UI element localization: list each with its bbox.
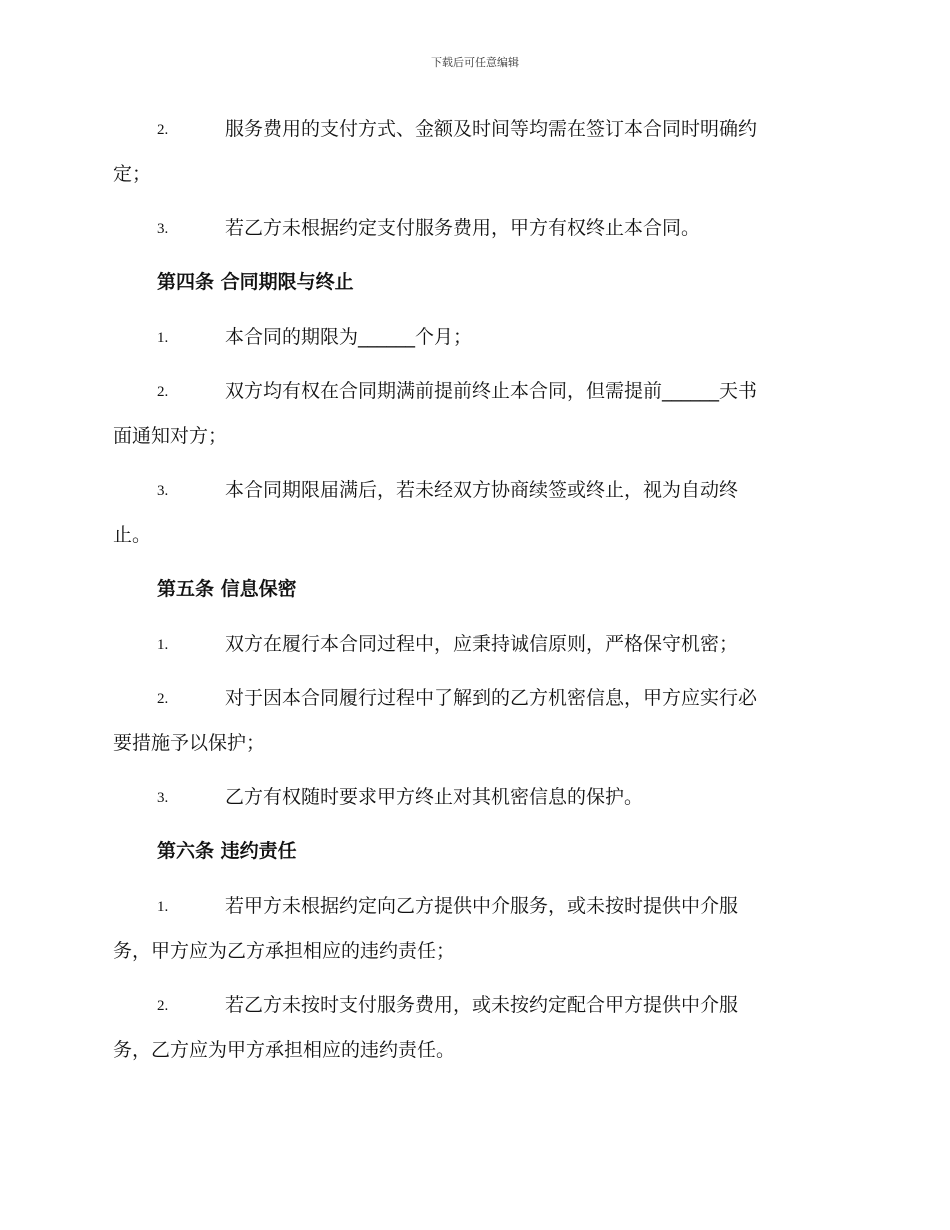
item-text-line: 面通知对方；	[113, 425, 228, 447]
section-heading-text: 第四条 合同期限与终止	[157, 271, 354, 293]
item-number: 3.	[157, 221, 169, 237]
item-number: 1.	[157, 330, 169, 346]
section-heading-text: 第五条 信息保密	[157, 578, 297, 600]
item-number: 2.	[157, 998, 169, 1014]
item-text-line: 双方均有权在合同期满前提前终止本合同，但需提前______天书	[225, 380, 758, 402]
item-text-line: 本合同的期限为______个月；	[225, 326, 473, 348]
item-text-line: 双方在履行本合同过程中，应秉持诚信原则，严格保守机密；	[225, 633, 739, 655]
item-number: 2.	[157, 384, 169, 400]
item-text-line: 若乙方未根据约定支付服务费用，甲方有权终止本合同。	[225, 217, 701, 239]
item-text-line: 若乙方未按时支付服务费用，或未按约定配合甲方提供中介服	[225, 994, 739, 1016]
item-number: 2.	[157, 691, 169, 707]
item-text-line: 要措施予以保护；	[113, 732, 266, 754]
item-text-line: 若甲方未根据约定向乙方提供中介服务，或未按时提供中介服	[225, 895, 739, 917]
item-number: 1.	[157, 899, 169, 915]
item-text-line: 乙方有权随时要求甲方终止对其机密信息的保护。	[225, 786, 644, 808]
section-heading-text: 第六条 违约责任	[157, 840, 297, 862]
item-number: 3.	[157, 790, 169, 806]
page-header: 下载后可任意编辑	[431, 56, 519, 69]
item-number: 2.	[157, 122, 169, 138]
item-number: 3.	[157, 483, 169, 499]
item-number: 1.	[157, 637, 169, 653]
item-text-line: 务，甲方应为乙方承担相应的违约责任；	[113, 940, 456, 962]
item-text-line: 对于因本合同履行过程中了解到的乙方机密信息，甲方应实行必	[225, 687, 758, 709]
item-text-line: 定；	[113, 163, 152, 185]
item-text-line: 本合同期限届满后，若未经双方协商续签或终止，视为自动终	[225, 479, 739, 501]
item-text-line: 务，乙方应为甲方承担相应的违约责任。	[113, 1039, 456, 1061]
item-text-line: 止。	[113, 524, 152, 546]
item-text-line: 服务费用的支付方式、金额及时间等均需在签订本合同时明确约	[225, 118, 758, 140]
